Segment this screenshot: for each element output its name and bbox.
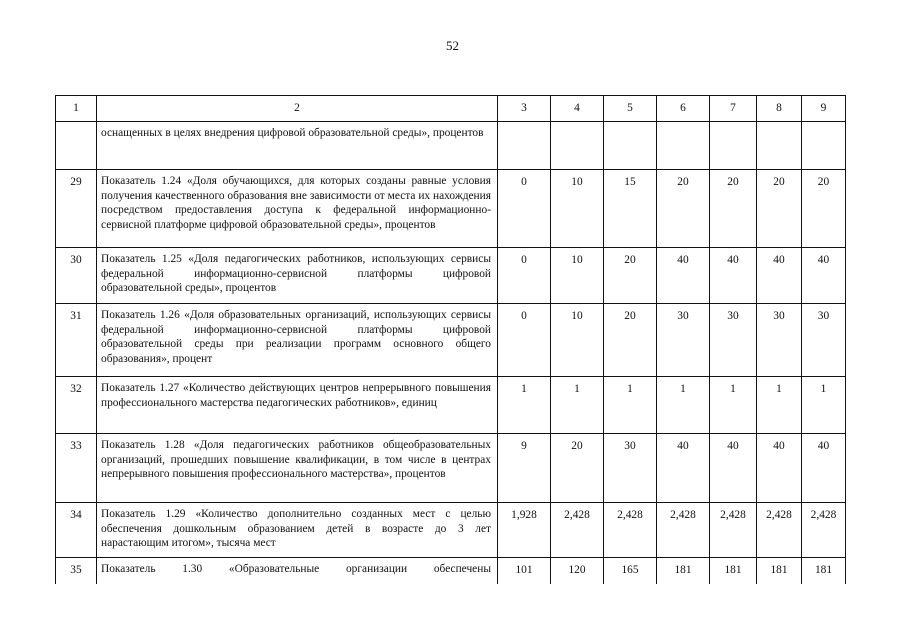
row-number: 33: [56, 434, 97, 503]
row-number: 30: [56, 248, 97, 304]
table-row: [56, 304, 846, 377]
indicator-description: Показатель 1.26 «Доля образовательных организаций, использующих сервисы федеральной информационно-сервисной платформы цифровой образовательной среды при реализации программ основного общего образования», процент: [97, 304, 498, 377]
column-header: 4: [551, 96, 604, 122]
indicator-value: 2,428: [710, 503, 757, 558]
indicator-value: 40: [710, 434, 757, 503]
indicator-value: 20: [604, 248, 657, 304]
indicator-value: 101: [498, 558, 551, 584]
table-row: [56, 503, 846, 558]
column-header: 8: [757, 96, 802, 122]
indicator-value: 1: [657, 377, 710, 434]
indicator-description: Показатель 1.28 «Доля педагогических работников общеобразовательных организаций, прошедших повышение квалификации, в том числе в центрах непрерывного повышения профессионального мастерства», процентов: [97, 434, 498, 503]
column-header: 7: [710, 96, 757, 122]
indicator-value: 40: [757, 434, 802, 503]
table-row: [56, 434, 846, 503]
indicator-value: 10: [551, 170, 604, 248]
indicator-description: Показатель 1.29 «Количество дополнительно созданных мест с целью обеспечения дошкольным образованием детей в возрасте до 3 лет нарастающим итогом», тысяча мест: [97, 503, 498, 558]
page-number: 52: [446, 38, 459, 53]
indicator-value: 181: [710, 558, 757, 584]
table-row: [56, 377, 846, 434]
row-number: 29: [56, 170, 97, 248]
indicator-description: Показатель 1.30 «Образовательные организации обеспечены: [97, 558, 498, 584]
indicator-value: 40: [657, 434, 710, 503]
indicator-value: [551, 122, 604, 170]
indicator-value: [604, 122, 657, 170]
indicator-value: 30: [657, 304, 710, 377]
indicators-table: [55, 95, 846, 584]
table-row: [56, 248, 846, 304]
indicator-value: 9: [498, 434, 551, 503]
indicator-value: 1,928: [498, 503, 551, 558]
indicator-value: 20: [802, 170, 846, 248]
indicator-description: Показатель 1.25 «Доля педагогических работников, использующих сервисы федеральной информационно-сервисной платформы цифровой образовательной среды», процентов: [97, 248, 498, 304]
indicator-value: 181: [802, 558, 846, 584]
indicator-value: 10: [551, 304, 604, 377]
indicator-value: 40: [757, 248, 802, 304]
indicator-value: 2,428: [757, 503, 802, 558]
indicator-value: 20: [657, 170, 710, 248]
row-number: 35: [56, 558, 97, 584]
column-header: 6: [657, 96, 710, 122]
row-number: 31: [56, 304, 97, 377]
indicator-value: 1: [757, 377, 802, 434]
row-number: 32: [56, 377, 97, 434]
indicator-description: Показатель 1.27 «Количество действующих центров непрерывного повышения профессионального мастерства педагогических работников», единиц: [97, 377, 498, 434]
indicator-description: Показатель 1.24 «Доля обучающихся, для которых созданы равные условия получения качественного образования вне зависимости от места их нахождения посредством предоставления доступа к федеральной информационно-сервисной платформе цифровой образовательной среды», процентов: [97, 170, 498, 248]
indicator-value: 40: [710, 248, 757, 304]
indicator-value: 10: [551, 248, 604, 304]
indicator-value: 40: [657, 248, 710, 304]
indicator-value: 20: [710, 170, 757, 248]
indicator-value: 181: [757, 558, 802, 584]
column-header: 2: [97, 96, 498, 122]
indicator-value: 20: [551, 434, 604, 503]
indicator-value: 15: [604, 170, 657, 248]
indicator-value: 0: [498, 248, 551, 304]
indicator-value: 120: [551, 558, 604, 584]
indicator-value: 30: [710, 304, 757, 377]
table-row: [56, 122, 846, 170]
indicator-value: 2,428: [551, 503, 604, 558]
column-header: 5: [604, 96, 657, 122]
indicator-value: 181: [657, 558, 710, 584]
indicator-value: 2,428: [604, 503, 657, 558]
indicator-value: 20: [757, 170, 802, 248]
indicator-value: 30: [802, 304, 846, 377]
row-number: [56, 122, 97, 170]
indicator-value: 1: [498, 377, 551, 434]
indicator-value: [657, 122, 710, 170]
column-header: 1: [56, 96, 97, 122]
indicator-value: [802, 122, 846, 170]
indicator-value: [498, 122, 551, 170]
indicator-value: 2,428: [657, 503, 710, 558]
indicator-value: 30: [757, 304, 802, 377]
indicator-value: [757, 122, 802, 170]
column-header: 9: [802, 96, 846, 122]
indicator-value: 1: [802, 377, 846, 434]
indicator-value: 2,428: [802, 503, 846, 558]
row-number: 34: [56, 503, 97, 558]
indicator-description: оснащенных в целях внедрения цифровой образовательной среды», процентов: [97, 122, 498, 170]
column-header: 3: [498, 96, 551, 122]
indicator-value: 0: [498, 170, 551, 248]
indicator-value: [710, 122, 757, 170]
indicator-value: 1: [551, 377, 604, 434]
indicator-value: 20: [604, 304, 657, 377]
indicator-value: 30: [604, 434, 657, 503]
table-row: [56, 558, 846, 584]
indicator-value: 40: [802, 434, 846, 503]
indicator-value: 1: [604, 377, 657, 434]
indicator-value: 165: [604, 558, 657, 584]
table-header-row: [56, 96, 846, 122]
table-row: [56, 170, 846, 248]
indicator-value: 40: [802, 248, 846, 304]
indicator-value: 1: [710, 377, 757, 434]
indicator-value: 0: [498, 304, 551, 377]
